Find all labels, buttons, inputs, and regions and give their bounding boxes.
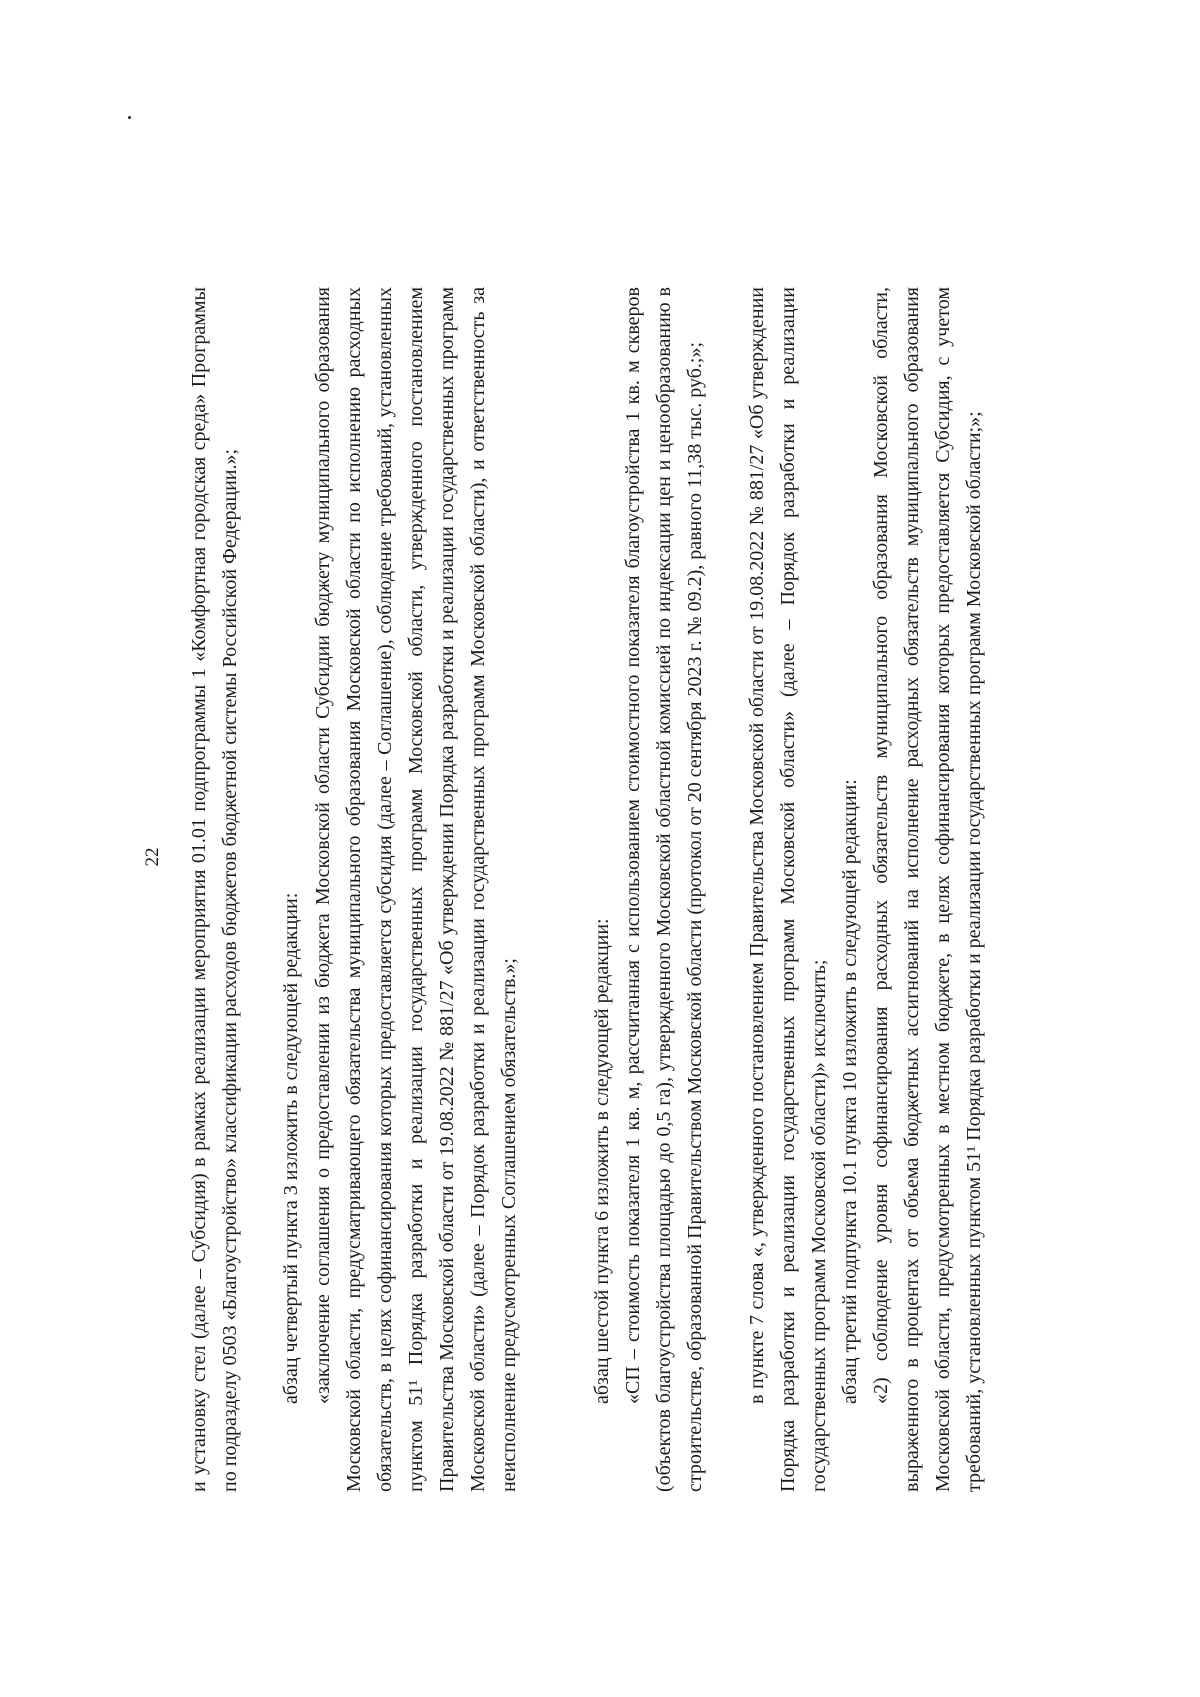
page-number: 22 xyxy=(142,847,163,867)
paragraph-3: «заключение соглашения о предоставлении из бюджета Московской области Субсидии бюджету муниципального образования Московской области, предусматривающего обязательства муниципального образования Московской области по исполнению расходных обязательств, в целях софинансирования которых предоставляется субсидия (далее – Соглашение), соблюдение требований, установленных пунктом 51¹ Порядка разработки и реализации государственных программ Московской области, утвержденного постановлением Правительства Московской области от 19.08.2022 № 881/27 «Об утверждении Порядка разработки и реализации государственных программ Московской области» (далее – Порядок разработки и реализации государственных программ Московской области), и ответственность за неисполнение предусмотренных Соглашением обязательств.»; xyxy=(312,287,520,1492)
paragraph-6: в пункте 7 слова «, утвержденного постановлением Правительства Московской области от 19.08.2022 № 881/27 «Об утверждении Порядка разработки и реализации государственных программ Московской области» (далее – Порядок разработки и реализации государственных программ Московской области)» исключить; xyxy=(746,287,830,1492)
paragraph-2: абзац четвертый пункта 3 изложить в следующей редакции: xyxy=(280,892,302,1404)
paragraph-8: «2) соблюдение уровня софинансирования расходных обязательств муниципального образования Московской области, выраженного в процентах от объема бюджетных ассигнований на исполнение расходных обязательств муниципального образования Московской области, предусмотренных в местном бюджете, в целях софинансирования которых предоставляется Субсидия, с учетом требований, установленных пунктом 51¹ Порядка разработки и реализации государственных программ Московской области;»; xyxy=(870,287,985,1492)
scan-speck xyxy=(128,116,131,119)
paragraph-5: «СП – стоимость показателя 1 кв. м, рассчитанная с использованием стоимостного показателя благоустройства 1 кв. м скверов (объектов благоустройства площадью до 0,5 га), утвержденного Московской областной комиссией по индексации цен и ценообразованию в строительстве, образованной Правительством Московской области (протокол от 20 сентября 2023 г. № 09.2), равного 11,38 тыс. руб.;»; xyxy=(622,287,706,1492)
paragraph-4: абзац шестой пункта 6 изложить в следующей редакции: xyxy=(591,918,613,1404)
paragraph-1: и установку стел (далее – Субсидия) в рамках реализации мероприятия 01.01 подпрограммы 1 «Комфортная городская среда» Программы по подразделу 0503 «Благоустройство» классификации расходов бюджетов бюджетной системы Российской Федерации.»; xyxy=(188,287,241,1492)
paragraph-7: абзац третий подпункта 10.1 пункта 10 изложить в следующей редакции: xyxy=(839,779,861,1404)
